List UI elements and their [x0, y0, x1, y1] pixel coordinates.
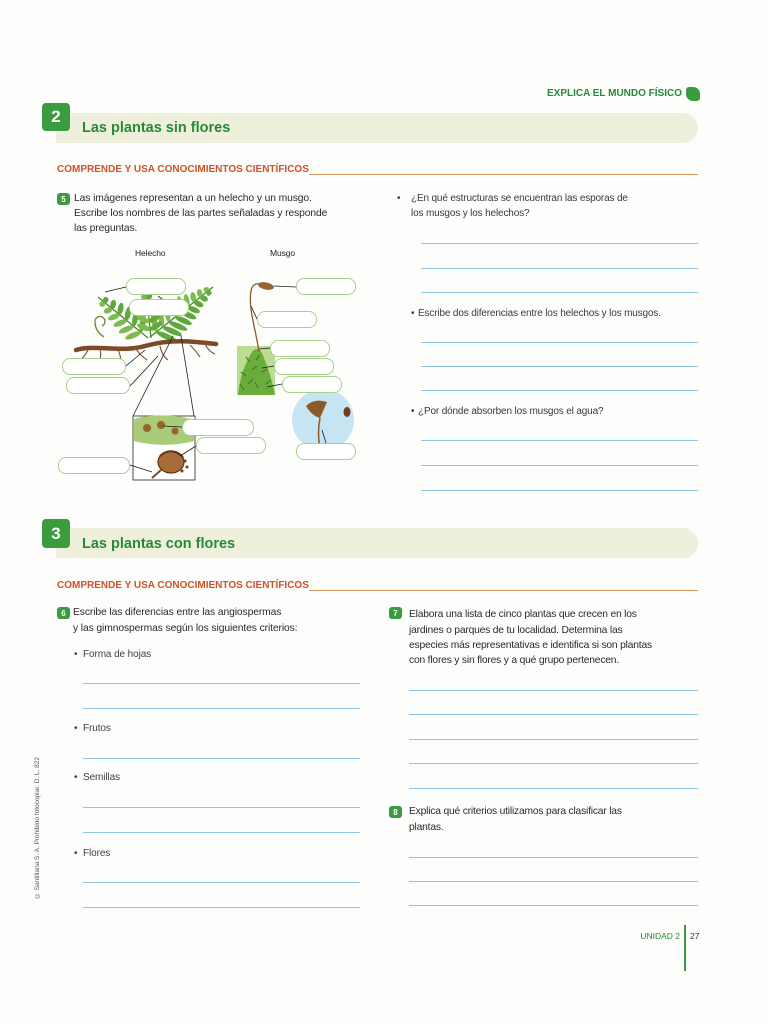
answer-line: [421, 440, 698, 441]
moss-label-box: [270, 340, 330, 357]
answer-line: [83, 683, 360, 684]
activity-statement-line: jardines o parques de tu localidad. Determina las: [409, 625, 623, 636]
competency-heading-text: COMPRENDE Y USA CONOCIMIENTOS CIENTÍFICOS: [57, 580, 309, 591]
criterion-bullet: •: [74, 848, 78, 859]
answer-line: [83, 708, 360, 709]
question-text: ¿Por dónde absorben los musgos el agua?: [418, 406, 604, 417]
footer-unit-label: UNIDAD 2: [640, 931, 680, 941]
competency-heading: [57, 164, 698, 176]
answer-line: [409, 881, 698, 882]
question-text: ¿En qué estructuras se encuentran las esporas de: [411, 193, 628, 204]
page-number: 27: [690, 931, 700, 941]
activity-number-badge: 5: [57, 193, 70, 205]
criterion-bullet: •: [74, 772, 78, 783]
spore: [181, 470, 184, 473]
answer-line: [83, 758, 360, 759]
heading-rule: [309, 590, 698, 591]
activity-statement-line: Explica qué criterios utilizamos para clasificar las: [409, 806, 622, 817]
section-number-badge: 3: [42, 519, 70, 548]
activity-statement-line: Elabora una lista de cinco plantas que crecen en los: [409, 609, 637, 620]
answer-line: [421, 390, 698, 391]
spore: [184, 460, 187, 463]
answer-line: [421, 465, 698, 466]
answer-line: [421, 292, 698, 293]
heading-rule: [309, 174, 698, 175]
answer-line: [409, 690, 698, 691]
activity-statement-line: Las imágenes representan a un helecho y un musgo.: [74, 193, 312, 204]
activity-number-badge: 6: [57, 607, 70, 619]
competency-heading: [57, 580, 698, 592]
running-header-label: EXPLICA EL MUNDO FÍSICO: [546, 88, 682, 99]
moss-label-box: [296, 278, 356, 295]
activity-statement-line: y las gimnospermas según los siguientes criterios:: [73, 623, 298, 634]
activity-statement-line: plantas.: [409, 822, 444, 833]
activity-statement-line: Escribe los nombres de las partes señaladas y responde: [74, 208, 328, 219]
sorus: [157, 421, 166, 430]
magnifier-circle: [292, 389, 354, 451]
answer-line: [83, 832, 360, 833]
moss-label-box: [282, 376, 342, 393]
sorus: [143, 424, 152, 433]
activity-statement-line: las preguntas.: [74, 223, 138, 234]
moss-capsule-magnifier: [292, 389, 354, 451]
answer-line: [421, 490, 698, 491]
moss-capsule-label-box: [296, 443, 356, 460]
fern-fiddlehead: [95, 316, 105, 337]
magnified-operculum: [344, 407, 351, 417]
criterion-bullet: •: [74, 723, 78, 734]
question-text: los musgos y los helechos?: [411, 208, 530, 219]
sorus: [171, 427, 179, 435]
activity-statement-line: especies más representativas e identifica si son plantas: [409, 640, 652, 651]
moss-capsule: [257, 281, 274, 291]
criterion-label: Semillas: [83, 772, 120, 783]
spore: [186, 466, 189, 469]
section-title: Las plantas sin flores: [82, 120, 231, 136]
moss-illustration: [237, 281, 275, 395]
footer-divider: [684, 925, 686, 971]
answer-line: [83, 807, 360, 808]
answer-line: [421, 268, 698, 269]
answer-line: [409, 788, 698, 789]
criterion-bullet: •: [74, 649, 78, 660]
answer-line: [409, 905, 698, 906]
answer-line: [421, 366, 698, 367]
fern-rhizome: [76, 341, 216, 350]
answer-line: [83, 907, 360, 908]
section-title: Las plantas con flores: [82, 536, 236, 552]
copyright-notice: © Santillana S. A. Prohibido fotocopiar. D. L. 822: [34, 757, 41, 900]
competency-heading-text: COMPRENDE Y USA CONOCIMIENTOS CIENTÍFICOS: [57, 164, 309, 175]
moss-label-box: [274, 358, 334, 375]
question-text: Escribe dos diferencias entre los helechos y los musgos.: [418, 308, 661, 319]
sori-label-box: [182, 419, 254, 436]
section-number-badge: 2: [42, 103, 70, 131]
activity-number-badge: 8: [389, 806, 402, 818]
criterion-label: Flores: [83, 848, 111, 859]
question-bullet: •: [411, 308, 415, 319]
answer-line: [421, 243, 698, 244]
moss-label-box: [257, 311, 317, 328]
answer-line: [409, 714, 698, 715]
sori-label-box: [196, 437, 266, 454]
answer-line: [409, 763, 698, 764]
moss-figure-label: Musgo: [270, 248, 296, 258]
sori-label-box: [58, 457, 130, 474]
answer-line: [409, 739, 698, 740]
criterion-label: Frutos: [83, 723, 111, 734]
activity-statement-line: Escribe las diferencias entre las angiospermas: [73, 607, 282, 618]
question-bullet: •: [411, 406, 415, 417]
fern-label-box: [126, 278, 186, 295]
fern-figure-label: Helecho: [135, 248, 166, 258]
criterion-label: Forma de hojas: [83, 649, 152, 660]
activity-number-badge: 7: [389, 607, 402, 619]
sori-magnification: [133, 336, 195, 480]
fern-label-box: [129, 299, 189, 316]
answer-line: [83, 882, 360, 883]
fern-label-box: [62, 358, 126, 375]
fern-label-box: [66, 377, 130, 394]
answer-line: [409, 857, 698, 858]
question-bullet: •: [397, 193, 401, 204]
answer-line: [421, 342, 698, 343]
activity-statement-line: con flores y sin flores y a qué grupo pertenecen.: [409, 655, 619, 666]
section-marker-icon: [686, 87, 700, 101]
